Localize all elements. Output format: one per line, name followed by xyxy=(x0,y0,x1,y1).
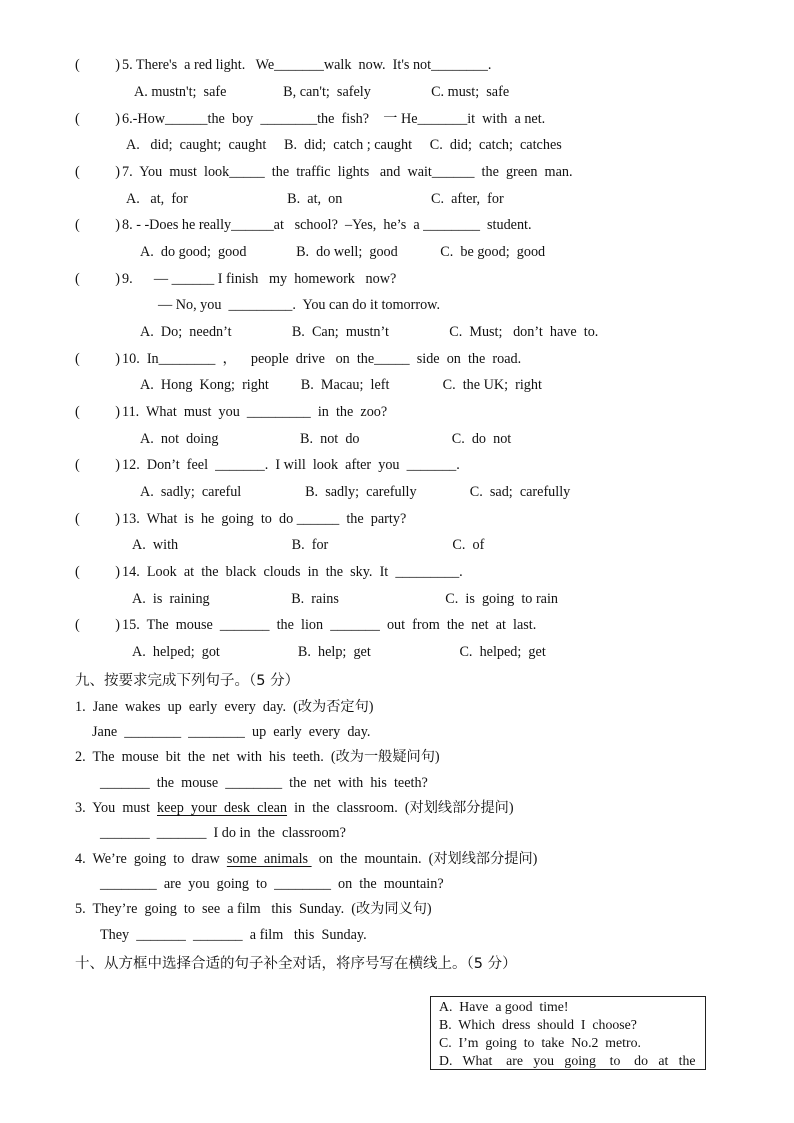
rewrite-answer-line[interactable]: _______ _______ I do in the classroom? xyxy=(100,825,346,841)
answer-parenthesis[interactable]: ( ) xyxy=(75,111,120,127)
answer-parenthesis[interactable]: ( ) xyxy=(75,617,120,633)
question-options: A. not doing B. not do C. do not xyxy=(140,431,512,447)
answer-parenthesis[interactable]: ( ) xyxy=(75,164,120,180)
question-stem: 9. — ______ I finish my homework now? xyxy=(122,271,397,287)
answer-parenthesis[interactable]: ( ) xyxy=(75,564,120,580)
question-options: A. helped; got B. help; get C. helped; get xyxy=(132,644,546,660)
section-heading-9: 九、按要求完成下列句子。（5 分） xyxy=(75,673,300,689)
rewrite-answer-line[interactable]: ________ are you going to ________ on the mountain? xyxy=(100,876,444,892)
rewrite-question: 1. Jane wakes up early every day. (改为否定句) xyxy=(75,699,374,715)
question-options: A. sadly; careful B. sadly; carefully C. sad; carefully xyxy=(140,484,571,500)
rewrite-question xyxy=(75,799,514,817)
box-option: B. Which dress should I choose? xyxy=(439,1017,637,1032)
box-option: D. What are you going to do at the xyxy=(439,1053,696,1068)
underlined-phrase: some animals xyxy=(226,851,312,867)
question-stem-reply: — No, you _________. You can do it tomorrow. xyxy=(158,297,441,313)
answer-parenthesis[interactable]: ( ) xyxy=(75,271,120,287)
answer-parenthesis[interactable]: ( ) xyxy=(75,217,120,233)
box-option: A. Have a good time! xyxy=(439,999,569,1014)
question-stem: 8. - -Does he really______at school? –Yes, he’s a ________ student. xyxy=(122,217,532,233)
question-stem: 13. What is he going to do ______ the party? xyxy=(122,511,407,527)
question-options: A. is raining B. rains C. is going to rain xyxy=(132,591,559,607)
answer-parenthesis[interactable]: ( ) xyxy=(75,57,120,73)
question-stem: 5. There's a red light. We_______walk now. It's not________. xyxy=(122,57,492,73)
rewrite-answer-line[interactable]: _______ the mouse ________ the net with his teeth? xyxy=(100,775,428,791)
question-stem: 10. In________ ， people drive on the_____ side on the road. xyxy=(122,351,522,367)
answer-parenthesis[interactable]: ( ) xyxy=(75,457,120,473)
question-options: A. did; caught; caught B. did; catch ; caught C. did; catch; catches xyxy=(126,137,562,153)
question-text: in the classroom. (对划线部分提问) xyxy=(287,800,514,816)
question-stem: 7. You must look_____ the traffic lights and wait______ the green man. xyxy=(122,164,573,180)
answer-parenthesis[interactable]: ( ) xyxy=(75,404,120,420)
rewrite-question xyxy=(75,850,537,868)
question-stem: 11. What must you _________ in the zoo? xyxy=(122,404,388,420)
question-options: A. at, for B. at, on C. after, for xyxy=(126,191,504,207)
rewrite-answer-line[interactable]: Jane ________ ________ up early every day. xyxy=(92,724,371,740)
question-stem: 6.-How______the boy ________the fish? 一 He_______it with a net. xyxy=(122,111,546,127)
section-heading-10: 十、从方框中选择合适的句子补全对话，将序号写在横线上。（5 分） xyxy=(75,956,517,972)
options-box xyxy=(430,996,706,1070)
question-text: 4. We’re going to draw xyxy=(75,851,227,867)
question-options: A. mustn't; safe B, can't; safely C. must; safe xyxy=(134,84,510,100)
question-text: 3. You must xyxy=(75,800,157,816)
question-options: A. Hong Kong; right B. Macau; left C. the UK; right xyxy=(140,377,542,393)
question-options: A. Do; needn’t B. Can; mustn’t C. Must; don’t have to. xyxy=(140,324,599,340)
question-text: on the mountain. (对划线部分提问) xyxy=(311,851,538,867)
question-stem: 15. The mouse _______ the lion _______ out from the net at last. xyxy=(122,617,537,633)
question-stem: 12. Don’t feel _______. I will look after you _______. xyxy=(122,457,460,473)
question-stem: 14. Look at the black clouds in the sky. It _________. xyxy=(122,564,463,580)
box-option: C. I’m going to take No.2 metro. xyxy=(439,1035,641,1050)
question-options: A. with B. for C. of xyxy=(132,537,485,553)
underlined-phrase: keep your desk clean xyxy=(157,800,288,816)
answer-parenthesis[interactable]: ( ) xyxy=(75,511,120,527)
answer-parenthesis[interactable]: ( ) xyxy=(75,351,120,367)
question-options: A. do good; good B. do well; good C. be good; good xyxy=(140,244,546,260)
rewrite-question: 2. The mouse bit the net with his teeth. (改为一般疑问句) xyxy=(75,749,440,765)
rewrite-question: 5. They’re going to see a film this Sunday. (改为同义句) xyxy=(75,901,432,917)
rewrite-answer-line[interactable]: They _______ _______ a film this Sunday. xyxy=(100,927,367,943)
